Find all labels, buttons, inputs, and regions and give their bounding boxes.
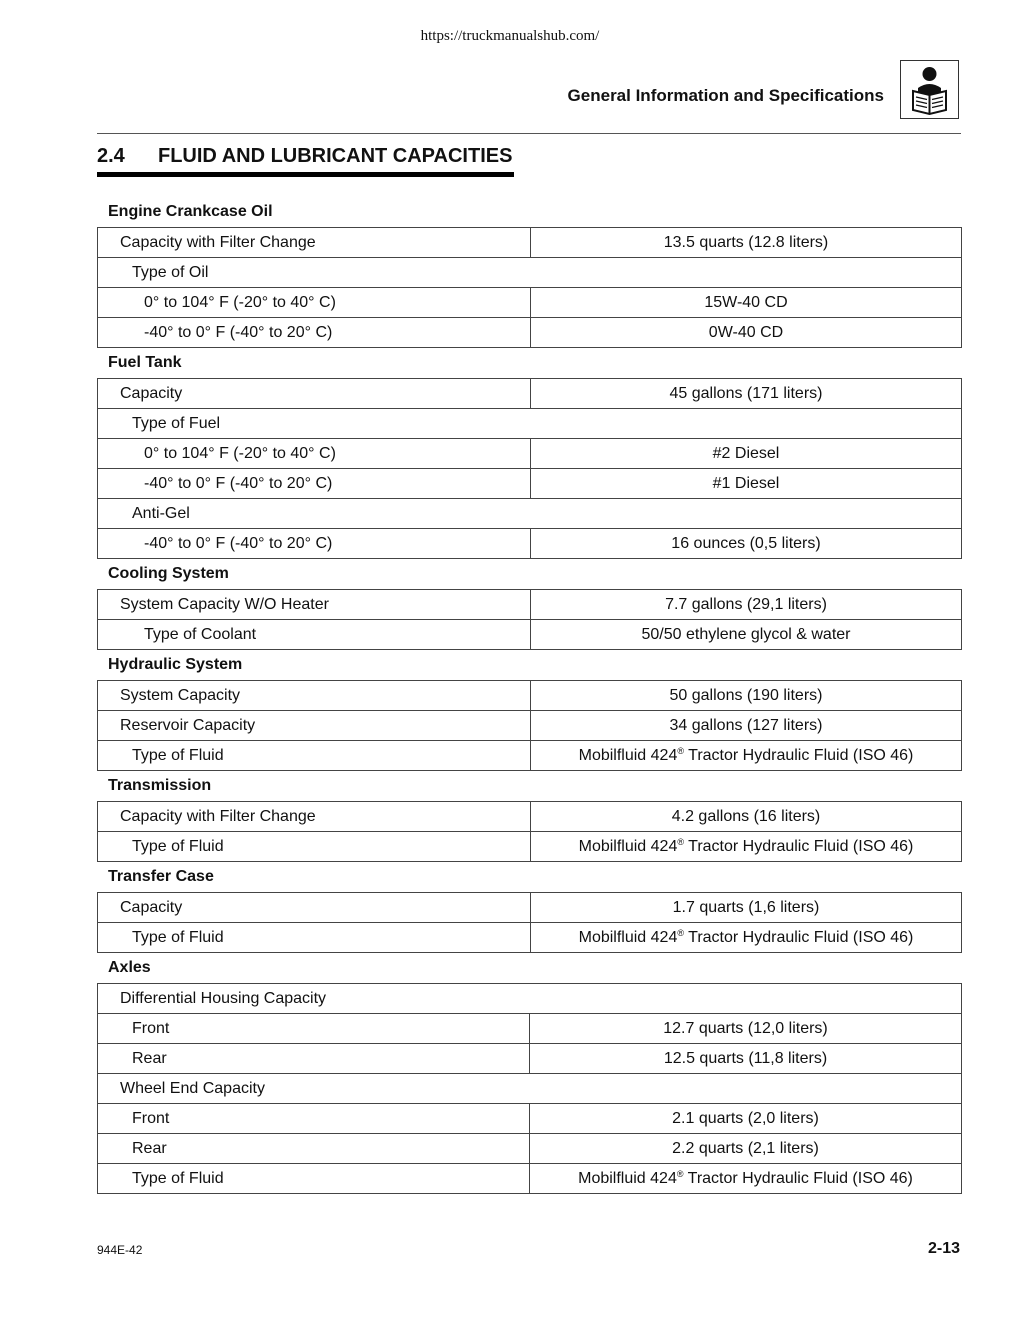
spec-value <box>531 711 962 741</box>
spec-label: 0° to 104° F (-20° to 40° C) <box>98 288 531 318</box>
spec-value <box>530 1104 962 1134</box>
spec-value-text: Mobilfluid 424 <box>578 838 678 855</box>
spec-label: Anti-Gel <box>98 499 962 529</box>
spec-value-text: #2 Diesel <box>712 445 780 462</box>
spec-value-text: #1 Diesel <box>712 475 780 492</box>
spec-table <box>97 801 962 862</box>
spec-label: 0° to 104° F (-20° to 40° C) <box>98 439 531 469</box>
table-row <box>98 893 962 923</box>
spec-label: Type of Fluid <box>98 923 531 953</box>
spec-value-text: 50 gallons (190 liters) <box>669 687 823 704</box>
group-title: Cooling System <box>108 565 229 582</box>
table-row <box>98 741 962 771</box>
page-header-title: General Information and Specifications <box>567 86 884 105</box>
spec-table <box>97 680 962 771</box>
spec-value-text: 15W-40 CD <box>704 294 788 311</box>
footer-page-number: 2-13 <box>927 1240 960 1257</box>
spec-table <box>97 227 962 348</box>
section-title: FLUID AND LUBRICANT CAPACITIES <box>158 145 513 167</box>
table-row <box>98 1104 962 1134</box>
spec-value <box>531 923 962 953</box>
table-row <box>98 228 962 258</box>
spec-value <box>531 318 962 348</box>
group-title: Hydraulic System <box>108 656 243 673</box>
spec-value <box>531 288 962 318</box>
registered-mark: ® <box>677 746 684 756</box>
group-title: Engine Crankcase Oil <box>108 203 273 220</box>
spec-value-text: Mobilfluid 424 <box>578 747 678 764</box>
spec-value <box>531 741 962 771</box>
table-row <box>98 439 962 469</box>
spec-label: Type of Fluid <box>98 1164 530 1194</box>
spec-value <box>530 1044 962 1074</box>
spec-table <box>97 892 962 953</box>
spec-label: Type of Coolant <box>98 620 531 650</box>
spec-value <box>531 439 962 469</box>
spec-label: Rear <box>98 1044 530 1074</box>
table-row <box>98 1014 962 1044</box>
spec-label: Front <box>98 1014 530 1044</box>
spec-value-text: 13.5 quarts (12.8 liters) <box>663 234 829 251</box>
group-title: Axles <box>108 959 151 976</box>
spec-label: Capacity with Filter Change <box>98 228 531 258</box>
table-row <box>98 711 962 741</box>
registered-mark: ® <box>676 1169 684 1179</box>
spec-label: -40° to 0° F (-40° to 20° C) <box>98 469 531 499</box>
spec-value-text: 2.2 quarts (2,1 liters) <box>672 1140 819 1157</box>
spec-value <box>531 620 962 650</box>
spec-value-text: 16 ounces (0,5 liters) <box>671 535 821 552</box>
table-row <box>98 1044 962 1074</box>
table-row <box>98 681 962 711</box>
table-row <box>98 1074 962 1104</box>
spec-value-suffix: Tractor Hydraulic Fluid (ISO 46) <box>683 929 914 946</box>
spec-value-text: 12.7 quarts (12,0 liters) <box>663 1020 828 1037</box>
registered-mark: ® <box>677 837 684 847</box>
source-url: https://truckmanualshub.com/ <box>420 28 600 44</box>
spec-label: Reservoir Capacity <box>98 711 531 741</box>
spec-value <box>531 590 962 620</box>
table-row <box>98 1164 962 1194</box>
spec-value <box>531 228 962 258</box>
header-divider <box>97 133 961 134</box>
spec-value-text: Mobilfluid 424 <box>578 1170 677 1187</box>
spec-label: System Capacity <box>98 681 531 711</box>
table-row <box>98 409 962 439</box>
spec-label: Capacity with Filter Change <box>98 802 531 832</box>
spec-value-text: 45 gallons (171 liters) <box>669 385 823 402</box>
spec-value <box>531 893 962 923</box>
spec-value-text: Mobilfluid 424 <box>578 929 678 946</box>
table-row <box>98 590 962 620</box>
spec-label: Differential Housing Capacity <box>98 984 962 1014</box>
footer-model-code: 944E-42 <box>97 1243 143 1257</box>
spec-label: Type of Fluid <box>98 741 531 771</box>
spec-value <box>531 469 962 499</box>
spec-value-suffix: Tractor Hydraulic Fluid (ISO 46) <box>683 838 914 855</box>
spec-value <box>531 379 962 409</box>
table-row <box>98 620 962 650</box>
table-row <box>98 318 962 348</box>
spec-value-text: 34 gallons (127 liters) <box>669 717 823 734</box>
table-row <box>98 469 962 499</box>
spec-value-suffix: Tractor Hydraulic Fluid (ISO 46) <box>683 747 914 764</box>
group-title: Fuel Tank <box>108 354 182 371</box>
capacities-spec-sheet <box>97 197 962 1194</box>
group-title: Transmission <box>108 777 212 794</box>
spec-label: Rear <box>98 1134 530 1164</box>
table-row <box>98 258 962 288</box>
section-number: 2.4 <box>97 145 125 167</box>
spec-value <box>530 1134 962 1164</box>
spec-table <box>97 983 962 1194</box>
section-heading <box>97 145 514 177</box>
table-row <box>98 379 962 409</box>
spec-label: System Capacity W/O Heater <box>98 590 531 620</box>
spec-value <box>531 832 962 862</box>
table-row <box>98 1134 962 1164</box>
spec-value-text: 1.7 quarts (1,6 liters) <box>672 899 820 916</box>
spec-label: Type of Oil <box>98 258 962 288</box>
spec-label: Type of Fluid <box>98 832 531 862</box>
spec-label: -40° to 0° F (-40° to 20° C) <box>98 529 531 559</box>
spec-label: -40° to 0° F (-40° to 20° C) <box>98 318 531 348</box>
spec-value <box>531 802 962 832</box>
spec-label: Front <box>98 1104 530 1134</box>
spec-label: Capacity <box>98 379 531 409</box>
spec-value <box>530 1164 962 1194</box>
spec-label: Type of Fuel <box>98 409 962 439</box>
spec-value-text: 4.2 gallons (16 liters) <box>671 808 821 825</box>
spec-value-text: 0W-40 CD <box>708 324 784 341</box>
spec-table <box>97 589 962 650</box>
person-reading-book-icon <box>900 60 959 119</box>
spec-value <box>531 529 962 559</box>
spec-table <box>97 378 962 559</box>
table-row <box>98 832 962 862</box>
spec-value-text: 12.5 quarts (11,8 liters) <box>663 1050 828 1067</box>
table-row <box>98 923 962 953</box>
spec-value-suffix: Tractor Hydraulic Fluid (ISO 46) <box>683 1170 913 1187</box>
spec-label: Wheel End Capacity <box>98 1074 962 1104</box>
spec-label: Capacity <box>98 893 531 923</box>
spec-value <box>530 1014 962 1044</box>
registered-mark: ® <box>677 928 684 938</box>
spec-value-text: 2.1 quarts (2,0 liters) <box>672 1110 819 1127</box>
table-row <box>98 984 962 1014</box>
table-row <box>98 529 962 559</box>
spec-value-text: 7.7 gallons (29,1 liters) <box>665 596 827 613</box>
table-row <box>98 499 962 529</box>
spec-value <box>531 681 962 711</box>
table-row <box>98 288 962 318</box>
spec-value-text: 50/50 ethylene glycol & water <box>641 626 851 643</box>
group-title: Transfer Case <box>108 868 214 885</box>
table-row <box>98 802 962 832</box>
